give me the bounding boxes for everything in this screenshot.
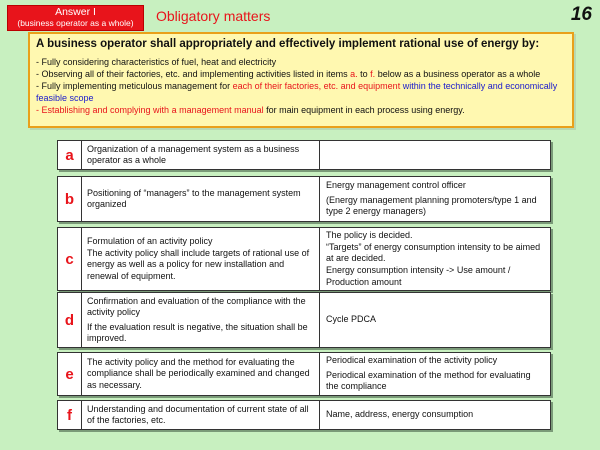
summary-item-1-text: - Fully considering characteristics of fuel, heat and electricity <box>36 57 277 67</box>
summary-item-2 <box>36 68 566 80</box>
row-f <box>57 400 551 430</box>
row-description-line: The activity policy shall include targets of rational use of energy as well as a policy for new installation and renewal of equipment. <box>87 247 310 281</box>
row-description <box>82 353 320 395</box>
summary-item-3-highlight: each of their factories, etc. and equipment <box>232 81 401 91</box>
summary-box <box>28 32 574 128</box>
summary-item-2-to: to <box>357 69 371 79</box>
row-description-line: Confirmation and evaluation of the compliance with the activity policy <box>87 295 306 317</box>
row-detail-line: Periodical examination of the method for evaluating the compliance <box>326 369 531 392</box>
row-letter: d <box>58 293 82 347</box>
row-letter: a <box>58 141 82 169</box>
section-title: Obligatory matters <box>156 8 271 24</box>
summary-item-1 <box>36 56 566 68</box>
row-d <box>57 292 551 348</box>
row-description <box>82 228 320 290</box>
page-number: 16 <box>570 4 592 25</box>
row-description-line: The activity policy and the method for evaluating the compliance shall be periodically examined and changed as necessary. <box>87 356 310 390</box>
row-detail-line: Energy management control officer <box>326 180 466 191</box>
summary-item-4-rest: for main equipment in each process using energy. <box>263 105 465 115</box>
row-letter: f <box>58 401 82 429</box>
row-detail-line: Cycle PDCA <box>326 314 377 325</box>
row-description <box>82 401 320 429</box>
row-detail <box>320 353 550 395</box>
row-c <box>57 227 551 291</box>
row-detail <box>320 293 550 347</box>
summary-item-3-scope: within the technically and economically feasible scope <box>36 81 558 103</box>
row-a <box>57 140 551 170</box>
row-detail <box>320 141 550 169</box>
row-letter: b <box>58 177 82 221</box>
row-detail-line: The policy is decided. <box>326 230 413 240</box>
row-description-line: Formulation of an activity policy <box>87 236 213 246</box>
answer-label: Answer I <box>55 6 96 18</box>
row-detail-line: (Energy management planning promoters/type 1 and type 2 energy managers) <box>326 194 537 217</box>
summary-item-2-ref-a: a. <box>350 69 358 79</box>
row-detail <box>320 401 550 429</box>
row-letter: e <box>58 353 82 395</box>
row-detail-line: Periodical examination of the activity policy <box>326 355 498 366</box>
row-description-line: Understanding and documentation of current state of all of the factories, etc. <box>87 403 309 425</box>
row-b <box>57 176 551 222</box>
summary-item-4 <box>36 104 566 116</box>
row-description <box>82 141 320 169</box>
row-detail-line: Name, address, energy consumption <box>326 409 474 420</box>
summary-item-4-highlight: - Establishing and complying with a management manual <box>36 105 264 115</box>
row-detail <box>320 228 550 290</box>
summary-heading: A business operator shall appropriately and effectively implement rational use of energy by: <box>36 38 540 50</box>
row-detail <box>320 177 550 221</box>
row-description <box>82 293 320 347</box>
row-detail-line: “Targets” of energy consumption intensity to be aimed at are decided. <box>326 241 541 263</box>
row-description-line: Organization of a management system as a business operator as a whole <box>87 143 300 165</box>
answer-label-box <box>7 5 144 31</box>
row-description-line: If the evaluation result is negative, the situation shall be improved. <box>87 321 308 343</box>
row-description-line: Positioning of “managers” to the management system organized <box>87 187 301 209</box>
summary-item-2-ref-f: f. <box>370 69 376 79</box>
answer-sublabel: (business operator as a whole) <box>17 18 134 28</box>
row-e <box>57 352 551 396</box>
row-detail-line: Energy consumption intensity -> Use amount / Production amount <box>326 265 511 287</box>
summary-item-2-rest: below as a business operator as a whole <box>375 69 541 79</box>
row-description <box>82 177 320 221</box>
summary-item-3 <box>36 80 566 104</box>
summary-item-2-text: - Observing all of their factories, etc. and implementing activities listed in items <box>36 69 351 79</box>
summary-item-3-text: - Fully implementing meticulous management for <box>36 81 233 91</box>
row-letter: c <box>58 228 82 290</box>
